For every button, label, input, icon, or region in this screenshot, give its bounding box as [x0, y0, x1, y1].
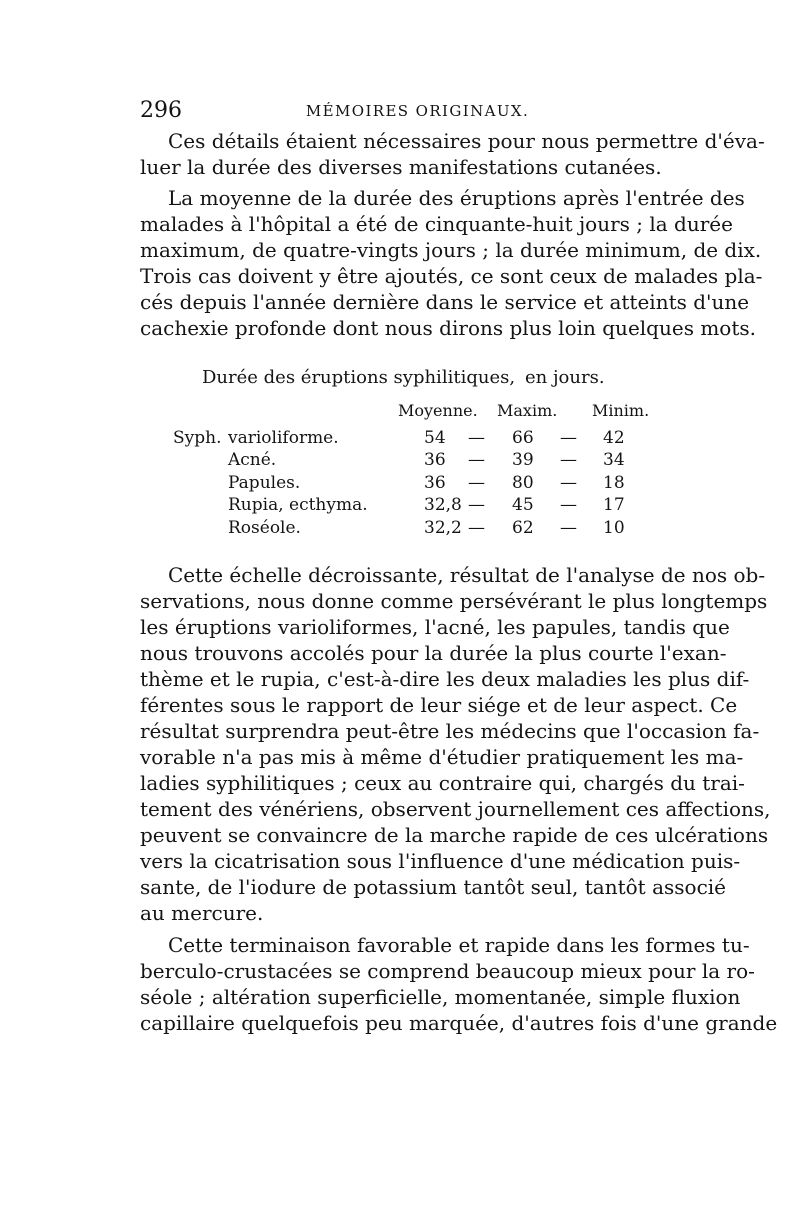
text-line: vorable n'a pas mis à même d'étudier pratiquement les ma- [140, 745, 744, 769]
text-line: Cette terminaison favorable et rapide dans les formes tu- [168, 933, 750, 957]
text-line: peuvent se convaincre de la marche rapide de ces ulcérations [140, 823, 769, 847]
cell-maxim: 39 [512, 450, 534, 470]
text-line: luer la durée des diverses manifestations cutanées. [140, 155, 662, 179]
paragraph-4 [140, 932, 778, 1036]
running-title: MÉMOIRES ORIGINAUX. [305, 102, 530, 120]
text-line: les éruptions varioliformes, l'acné, les papules, tandis que [140, 615, 730, 639]
cell-moyenne: 54 [424, 428, 446, 448]
text-line: Ces détails étaient nécessaires pour nous permettre d'éva- [168, 129, 765, 153]
text-line: servations, nous donne comme persévérant le plus longtemps [140, 589, 768, 613]
cell-minim: 17 [603, 495, 625, 515]
dash: — [560, 428, 577, 448]
dash: — [468, 450, 485, 470]
row-label: Roséole. [228, 518, 301, 538]
text-line: au mercure. [140, 901, 264, 925]
cell-minim: 42 [603, 428, 625, 448]
table-row [140, 495, 665, 518]
column-header-moyenne: Moyenne. [398, 401, 478, 420]
dash: — [468, 428, 485, 448]
text-line: ladies syphilitiques ; ceux au contraire qui, chargés du trai- [140, 771, 745, 795]
text-line: nous trouvons accolés pour la durée la plus courte l'exan- [140, 641, 727, 665]
dash: — [468, 473, 485, 493]
dash: — [560, 518, 577, 538]
text-line: Cette échelle décroissante, résultat de l'analyse de nos ob- [168, 563, 766, 587]
table-row [140, 428, 665, 451]
table-caption-unit: en jours. [525, 367, 605, 388]
duration-table [140, 367, 665, 547]
cell-moyenne: 32,2 [424, 518, 462, 538]
column-header-maxim: Maxim. [497, 401, 558, 420]
row-label: Papules. [228, 473, 301, 493]
text-line: capillaire quelquefois peu marquée, d'autres fois d'une grande [140, 1011, 778, 1035]
text-line: cachexie profonde dont nous dirons plus loin quelques mots. [140, 316, 756, 340]
text-line: thème et le rupia, c'est-à-dire les deux maladies les plus dif- [140, 667, 750, 691]
cell-moyenne: 36 [424, 450, 446, 470]
paragraph-2 [140, 185, 763, 341]
dash: — [468, 495, 485, 515]
text-line: sante, de l'iodure de potassium tantôt seul, tantôt associé [140, 875, 726, 899]
cell-maxim: 80 [512, 473, 534, 493]
cell-maxim: 62 [512, 518, 534, 538]
text-line: malades à l'hôpital a été de cinquante-huit jours ; la durée [140, 212, 733, 236]
text-line: séole ; altération superficielle, momentanée, simple fluxion [140, 985, 741, 1009]
cell-minim: 34 [603, 450, 625, 470]
row-label: Rupia, ecthyma. [228, 495, 368, 515]
dash: — [560, 473, 577, 493]
dash: — [560, 495, 577, 515]
text-line: maximum, de quatre-vingts jours ; la durée minimum, de dix. [140, 238, 762, 262]
text-line: vers la cicatrisation sous l'influence d'une médication puis- [140, 849, 741, 873]
cell-maxim: 66 [512, 428, 534, 448]
table-row [140, 473, 665, 496]
cell-minim: 18 [603, 473, 625, 493]
text-line: cés depuis l'année dernière dans le service et atteints d'une [140, 290, 750, 314]
paragraph-1 [140, 128, 765, 180]
column-header-minim: Minim. [592, 401, 650, 420]
row-label: Acné. [228, 450, 277, 470]
text-line: La moyenne de la durée des éruptions après l'entrée des [168, 186, 745, 210]
table-caption: Durée des éruptions syphilitiques, [202, 367, 516, 388]
row-prefix: Syph. [173, 428, 222, 448]
text-line: résultat surprendra peut-être les médecins que l'occasion fa- [140, 719, 760, 743]
cell-maxim: 45 [512, 495, 534, 515]
cell-moyenne: 32,8 [424, 495, 462, 515]
running-header [140, 98, 665, 124]
dash: — [560, 450, 577, 470]
table-row [140, 450, 665, 473]
text-line: Trois cas doivent y être ajoutés, ce sont ceux de malades pla- [140, 264, 763, 288]
text-line: férentes sous le rapport de leur siége et de leur aspect. Ce [140, 693, 738, 717]
page-number: 296 [140, 98, 182, 123]
cell-minim: 10 [603, 518, 625, 538]
text-line: tement des vénériens, observent journellement ces affections, [140, 797, 771, 821]
dash: — [468, 518, 485, 538]
text-line: berculo-crustacées se comprend beaucoup mieux pour la ro- [140, 959, 755, 983]
row-label: varioliforme. [228, 428, 339, 448]
table-row [140, 518, 665, 541]
paragraph-3 [140, 562, 771, 926]
cell-moyenne: 36 [424, 473, 446, 493]
